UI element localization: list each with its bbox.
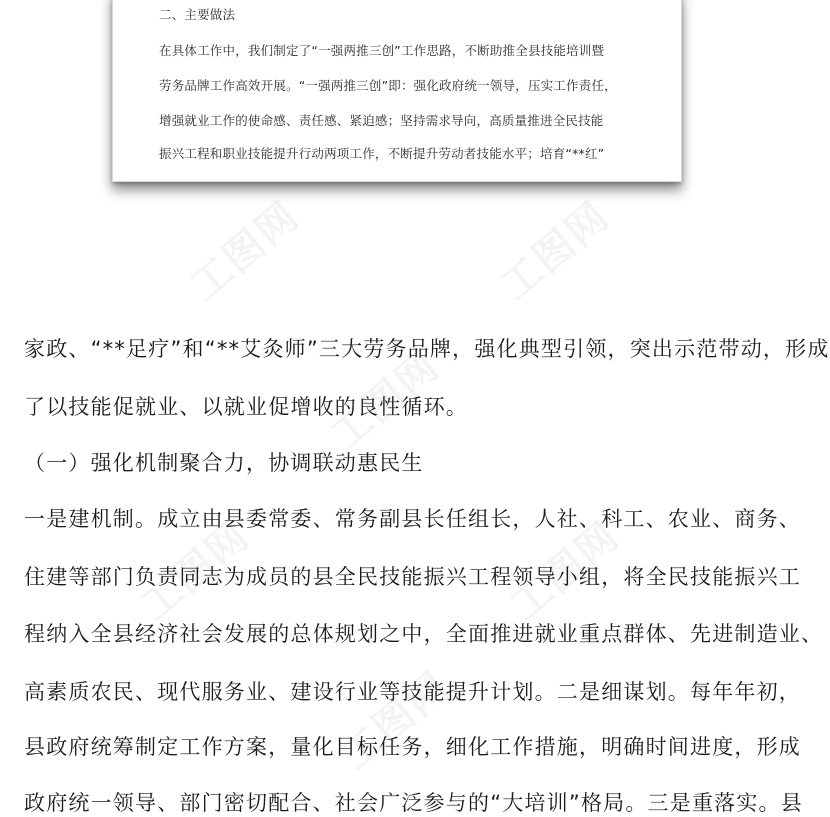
body-line: 住建等部门负责同志为成员的县全民技能振兴工程领导小组，将全民技能振兴工 <box>24 565 801 589</box>
section-heading: （一）强化机制聚合力，协调联动惠民生 <box>24 451 424 475</box>
preview-line: 劳务品牌工作高效开展。“一强两推三创”即：强化政府统一领导，压实工作责任， <box>159 78 617 93</box>
body-line: 程纳入全县经济社会发展的总体规划之中，全面推进就业重点群体、先进制造业、 <box>24 622 824 646</box>
body-line: 县政府统筹制定工作方案，量化目标任务，细化工作措施，明确时间进度，形成 <box>24 735 801 759</box>
body-line: 一是建机制。成立由县委常委、常务副县长任组长，人社、科工、农业、商务、 <box>24 507 801 531</box>
preview-line: 振兴工程和职业技能提升行动两项工作，不断提升劳动者技能水平；培育“**红” <box>159 146 605 161</box>
body-line: 政府统一领导、部门密切配合、社会广泛参与的“大培训”格局。三是重落实。县 <box>24 791 803 815</box>
body-line: 了以技能促就业、以就业促增收的良性循环。 <box>24 395 468 419</box>
watermark: 工图网 <box>332 663 459 780</box>
watermark: 工图网 <box>502 513 629 630</box>
preview-heading: 二、主要做法 <box>159 7 236 22</box>
preview-line: 在具体工作中，我们制定了“一强两推三创”工作思路，不断助推全县技能培训暨 <box>159 43 605 58</box>
watermark: 工图网 <box>132 513 259 630</box>
document-preview-card <box>112 0 682 182</box>
watermark: 工图网 <box>492 193 619 310</box>
preview-line: 增强就业工作的使命感、责任感、紧迫感；坚持需求导向，高质量推进全民技能 <box>159 113 604 128</box>
watermark: 工图网 <box>322 343 449 460</box>
body-line: 高素质农民、现代服务业、建设行业等技能提升计划。二是细谋划。每年年初， <box>24 680 801 704</box>
watermark: 工图网 <box>182 193 309 310</box>
body-line: 家政、“**足疗”和“**艾灸师”三大劳务品牌，强化典型引领，突出示范带动，形成 <box>24 337 830 361</box>
